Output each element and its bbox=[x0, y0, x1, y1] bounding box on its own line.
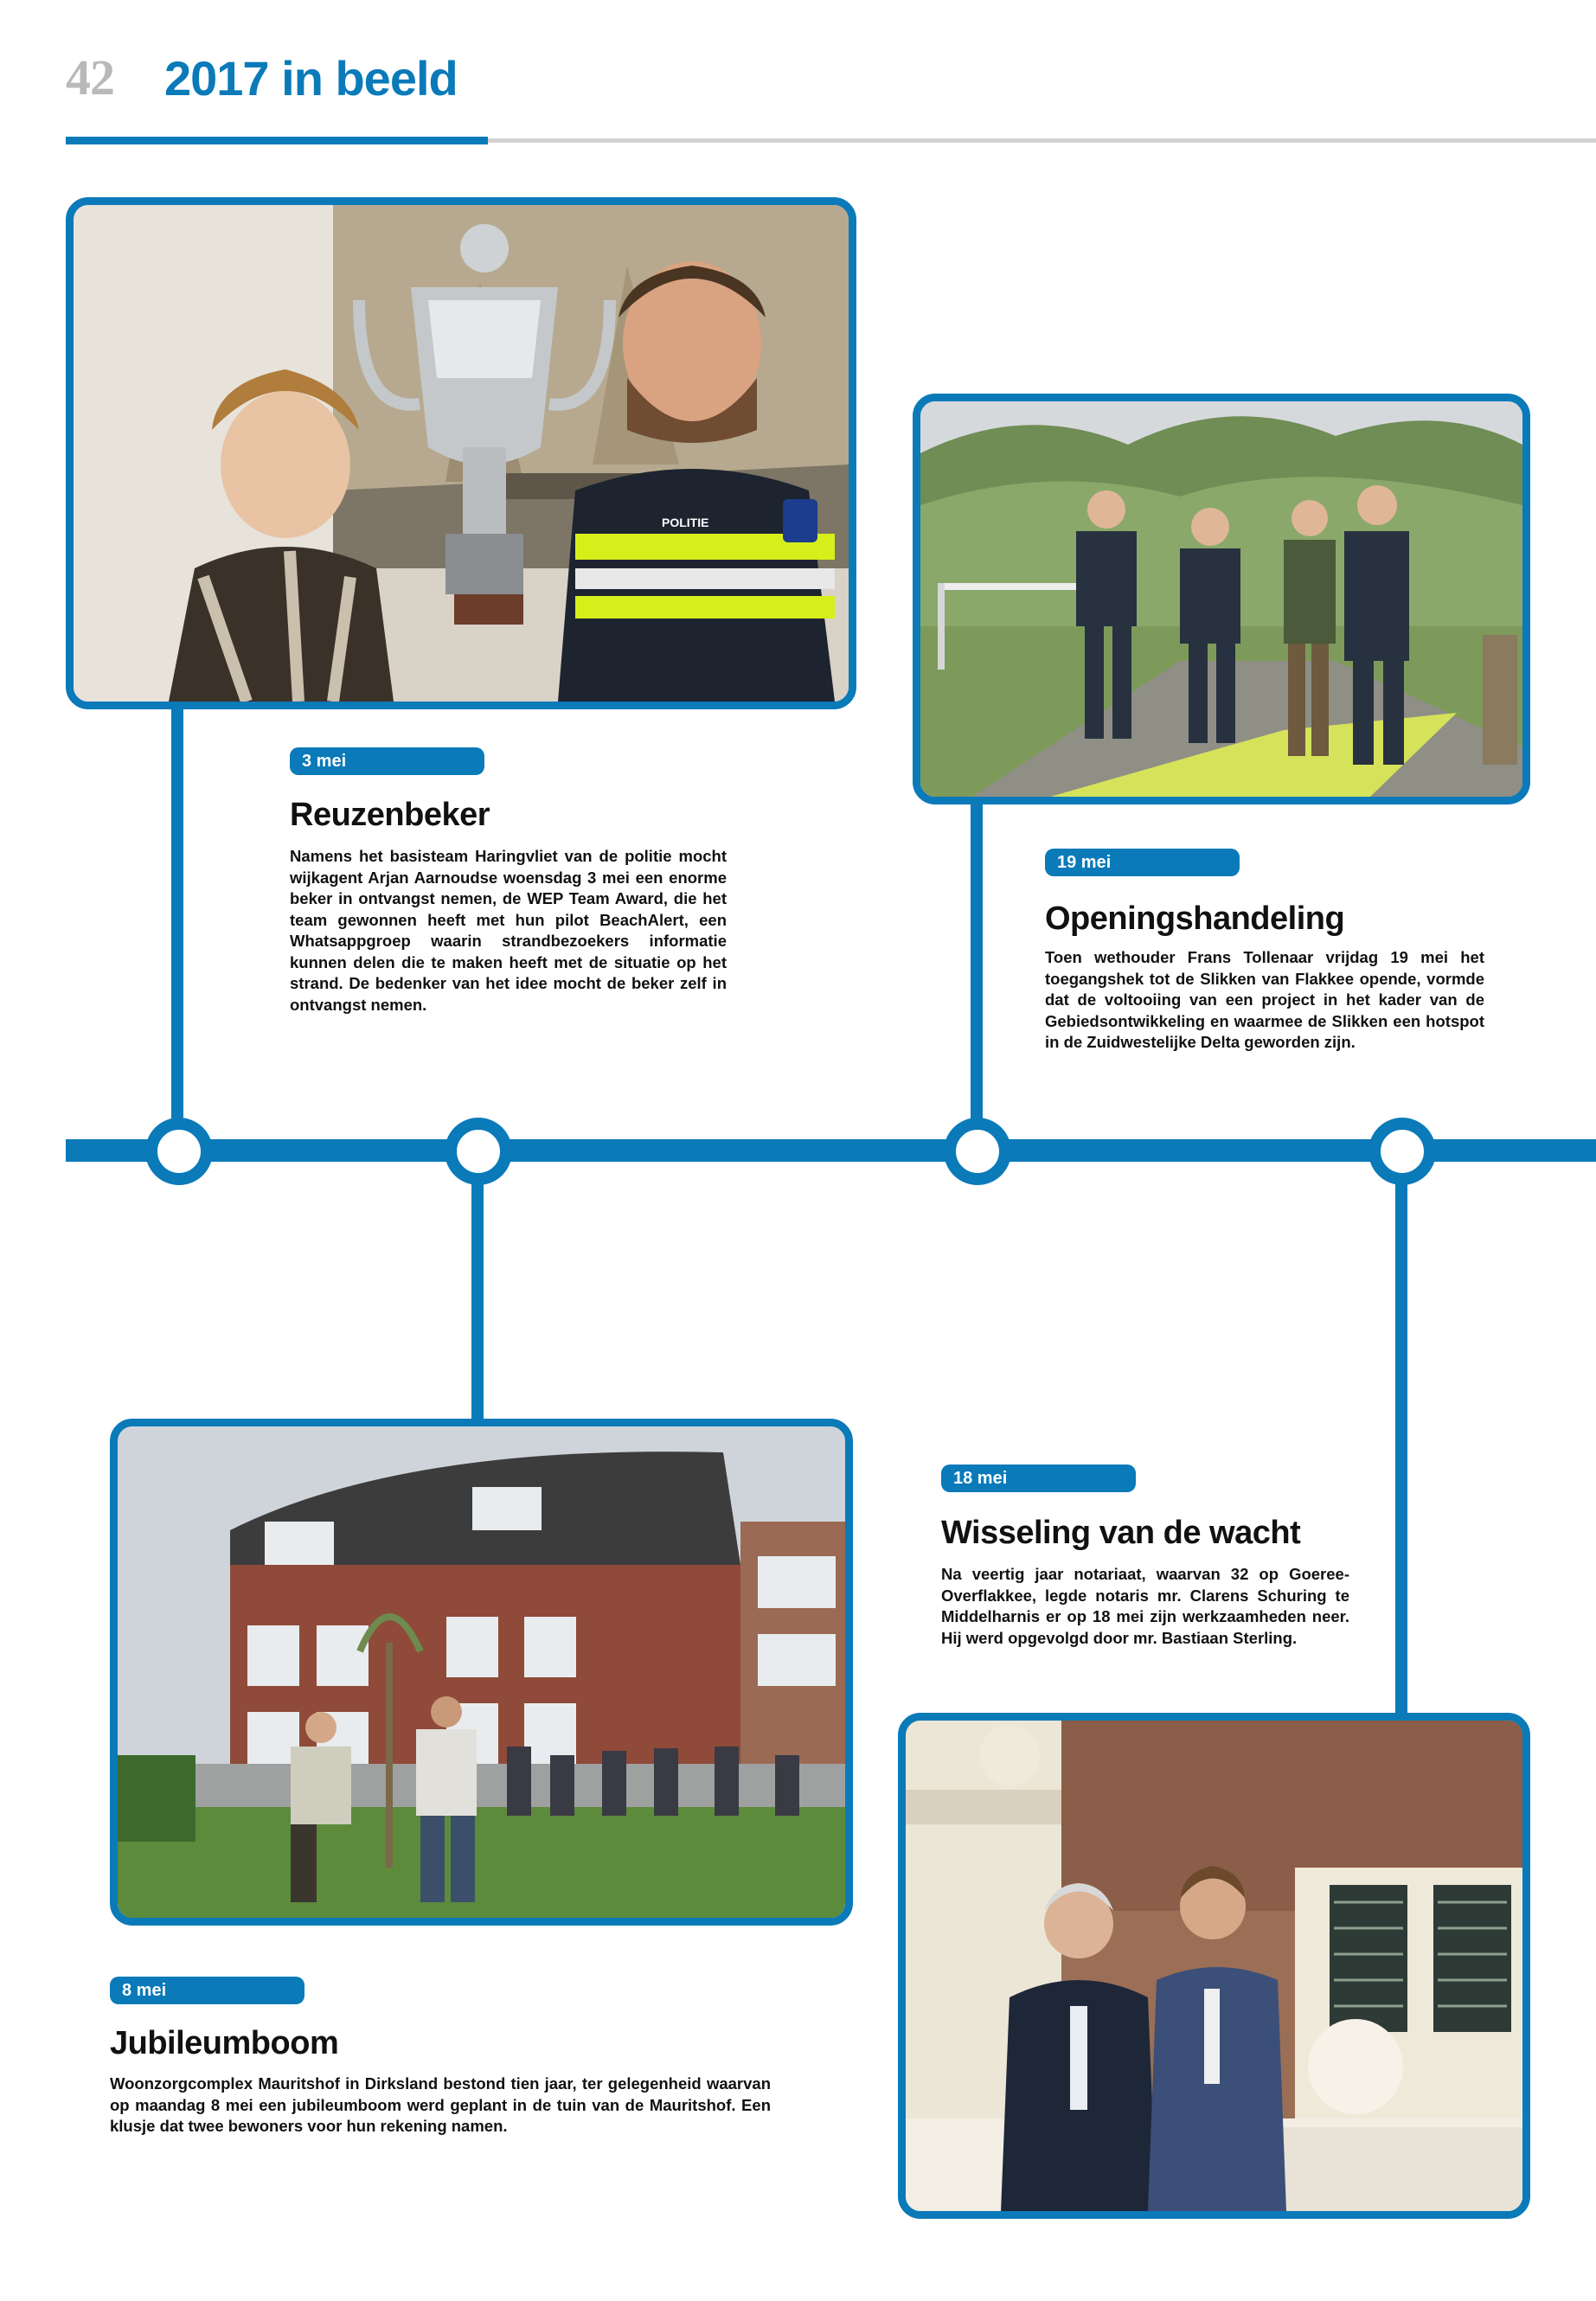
timeline-horizontal-line bbox=[66, 1139, 1596, 1162]
photo-jubileumboom bbox=[110, 1419, 853, 1926]
body-openingshandeling: Toen wethouder Frans Tollenaar vrijdag 19 mei het toegangshek tot de Slikken van Flakkee opende, vormde dat de voltooiing van een project in het kader van de Gebiedsontwikkeling en waarmee de Slikken een hotspot in de Zuidwestelijke Delta geworden zijn. bbox=[1045, 948, 1484, 1051]
timeline-node-19mei bbox=[944, 1118, 1011, 1185]
date-badge-18mei: 18 mei bbox=[941, 1465, 1136, 1492]
headline-openingshandeling: Openingshandeling bbox=[1045, 901, 1345, 937]
page-title: 2017 in beeld bbox=[164, 51, 458, 106]
photo-wisseling-van-de-wacht bbox=[898, 1713, 1530, 2219]
photo-reuzenbeker bbox=[66, 197, 856, 709]
page-number: 42 bbox=[66, 49, 114, 106]
header-rule bbox=[488, 138, 1596, 143]
headline-jubileumboom: Jubileumboom bbox=[110, 2025, 339, 2061]
body-jubileumboom: Woonzorgcomplex Mauritshof in Dirksland bestond tien jaar, ter gelegenheid waarvan op maandag 8 mei een jubileumboom werd geplant in de tuin van de Mauritshof. Een klusje dat twee bewoners voor hun rekening namen. bbox=[110, 2074, 771, 2135]
body-reuzenbeker: Namens het basisteam Haringvliet van de politie mocht wijkagent Arjan Aarnoudse woensdag 3 mei een enorme beker in ontvangst nemen, de WEP Team Award, die het team gewonnen heeft met hun pilot BeachAlert, een Whatsappgroep waarin strandbezoekers informatie kunnen delen die te maken heeft met de situatie op het strand. De bedenker van het idee mocht de beker zelf in ontvangst nemen. bbox=[290, 847, 727, 1014]
date-badge-19mei: 19 mei bbox=[1045, 849, 1240, 876]
timeline-connector-8mei bbox=[471, 1163, 484, 1423]
body-wisseling-van-de-wacht: Na veertig jaar notariaat, waarvan 32 op Goeree-Overflakkee, legde notaris mr. Clarens Schuring te Middelharnis er op 18 mei zijn werkzaamheden neer. Hij werd opgevolgd door mr. Bastiaan Sterling. bbox=[941, 1565, 1349, 1647]
timeline-node-18mei bbox=[1368, 1118, 1436, 1185]
headline-wisseling-van-de-wacht: Wisseling van de wacht bbox=[941, 1515, 1301, 1551]
headline-reuzenbeker: Reuzenbeker bbox=[290, 797, 490, 833]
photo-openingshandeling bbox=[913, 394, 1530, 804]
timeline-connector-3mei bbox=[171, 705, 183, 1138]
timeline-connector-19mei bbox=[971, 800, 983, 1138]
timeline-connector-18mei bbox=[1395, 1163, 1407, 1717]
timeline-node-8mei bbox=[445, 1118, 512, 1185]
date-badge-3mei: 3 mei bbox=[290, 747, 484, 775]
timeline-node-3mei bbox=[145, 1118, 213, 1185]
header-rule-accent bbox=[66, 137, 488, 144]
date-badge-8mei: 8 mei bbox=[110, 1977, 304, 2004]
police-vest-text: POLITIE bbox=[662, 516, 709, 529]
